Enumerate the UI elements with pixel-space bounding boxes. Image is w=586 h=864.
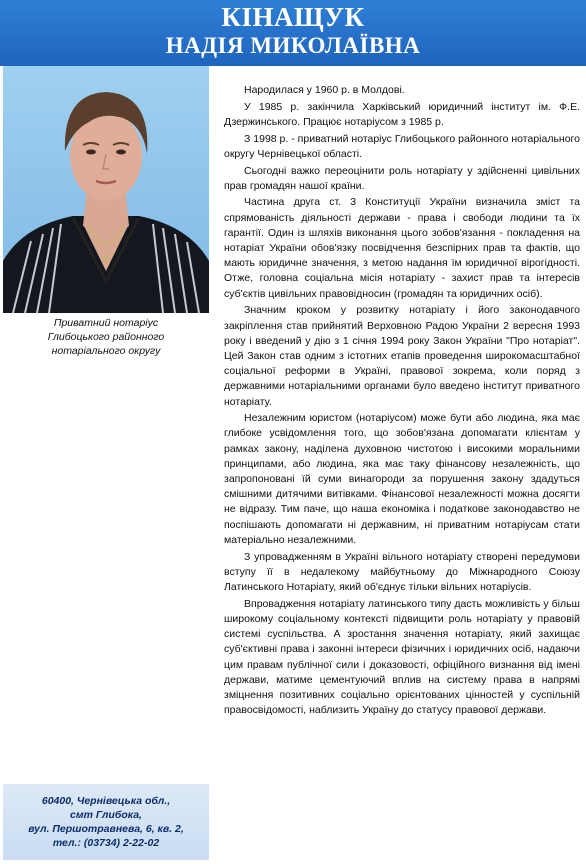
paragraph: З 1998 р. - приватний нотаріус Глибоцького районного нотаріального округу Чернівецької області. [224, 132, 580, 160]
biography-text [224, 83, 580, 718]
caption-line: Приватний нотаріус [53, 317, 159, 329]
paragraph: Народилася у 1960 р. в Молдові. [244, 84, 405, 96]
address-line: 60400, Чернівецька обл., [41, 795, 171, 807]
full-name-title: НАДІЯ МИКОЛАЇВНА [165, 33, 421, 58]
portrait-illustration [3, 66, 209, 313]
paragraph: Сьогодні важко переоцінити роль нотаріату у здійсненні цивільних прав громадян нашої країни. [224, 164, 580, 192]
paragraph: Впровадження нотаріату латинського типу дасть можливість у більш широкому соціальному контексті підвищити роль нотаріату у правовій системі суспільства. А зростання значення нотаріату, який захищає суб'єктивні права і законні інтереси фізичних і юридичних осіб, надаючи цим правам публічної сили і доказовості, офіційного визнання від імені держави, матиме цементуючий вплив на систему права в напрямі зміцнення позитивних соціально орієнтованих цінностей у суспільній правосвідомості, наблизить Україну до статусу правової держави. [224, 597, 580, 717]
address-line: вул. Першотравнева, 6, кв. 2, [28, 823, 184, 835]
photo-caption [3, 316, 209, 358]
caption-line: Глибоцького районного [47, 331, 165, 343]
address-line: смт Глибока, [70, 809, 142, 821]
caption-line: нотаріального округу [51, 345, 161, 357]
paragraph: З упровадженням в Україні вільного нотаріату створені передумови вступу її в недалекому майбутньому до Міжнародного Союзу Латинського Нотаріату, який об'єднує тільки вільних нотаріусів. [224, 550, 580, 593]
contact-address-box [3, 784, 209, 860]
portrait-photo [3, 66, 209, 313]
paragraph: Значним кроком у розвитку нотаріату і його законодавчого закріплення став прийнятий Верховною Радою України 2 вересня 1993 року і введений у дію з 1 січня 1994 року Закон України "Про нотаріат". Цей Закон став одним з істотних етапів проведення широкомасштабної соціальної реформи в Україні, правової зокрема, коли поряд з державними нотаріальними органами було введено інститут приватного нотаріату. [224, 304, 580, 408]
page-header [0, 0, 586, 66]
paragraph: Частина друга ст. 3 Конституції України визначила зміст та спрямованість діяльності держави - права і свободи людини та їх гарантії. Один із шляхів виконання цього зобов'язання - покладення на нотаріат України обов'язку посвідчення безспірних прав та фактів, що мають юридичне значення, з метою надання їм юридичної вірогідності. Отже, головна соціальна місія нотаріату - захист прав та інтересів суб'єктів цивільних правовідносин (громадян та юридичних осіб). [224, 196, 580, 300]
paragraph: У 1985 р. закінчила Харківський юридичний інститут ім. Ф.Е. Дзержинського. Працює нотаріусом з 1985 р. [224, 100, 580, 128]
paragraph: Незалежним юристом (нотаріусом) може бути або людина, яка має глибоке усвідомлення того, що зобов'язана допомагати клієнтам у рамках закону, наділена духовною чистотою і високими моральними принципами, або людина, яка має таку фінансову незалежність, що запропоновані їй суми винагороди за порушення закону здадуться смішними дитячими витівками. Фінансової незалежності можна досягти не відразу. Тим паче, що наша економіка і податкове законодавство не поспішають допомагати ні державним, ні приватним нотаріусам стати матеріально незалежними. [224, 412, 580, 546]
phone-line: тел.: (03734) 2-22-02 [52, 837, 160, 849]
surname-title: КІНАЩУК [221, 2, 365, 32]
